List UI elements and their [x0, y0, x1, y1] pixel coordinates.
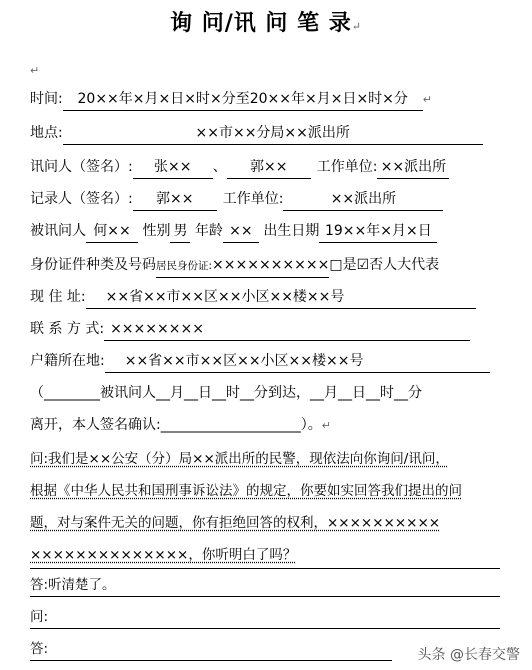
- arrival-line: [30, 382, 422, 404]
- contact-value: ××××××××: [104, 318, 470, 341]
- watermark: 头条 @长春交警: [417, 647, 520, 663]
- address-label: 现 住 址:: [30, 289, 86, 305]
- page-title: [0, 6, 532, 37]
- interrogator-unit-value: ××派出所: [377, 156, 449, 179]
- recorder-line: [30, 188, 443, 210]
- answer-line-1: 答:听清楚了。: [30, 577, 116, 593]
- interrogator-unit-label: 工作单位:: [316, 159, 378, 175]
- question-line-2: 问:: [30, 609, 49, 625]
- time-line: 时间: 20××年×月×日×时×分至20××年×月×日×时×分 ↵: [30, 88, 432, 110]
- interrogator-label: 讯问人（签名）:: [30, 159, 133, 175]
- qa-line-1: 问:我们是××公安（分）局××派出所的民警，现依法向你询问/讯问，: [30, 451, 449, 467]
- recorder-name: 郭××: [133, 188, 217, 211]
- divider: [30, 660, 392, 661]
- gender-value: 男: [170, 220, 190, 243]
- recorder-unit-label: 工作单位:: [222, 191, 284, 207]
- paragraph-mark: ↵: [351, 20, 362, 33]
- contact-line: [30, 318, 470, 340]
- leave-text: 离开，本人签名确认:____________________）。: [30, 417, 322, 433]
- id-line: [30, 254, 439, 276]
- place-value: ××市××分局××派出所: [63, 122, 483, 145]
- id-value-field: [156, 254, 329, 278]
- interrogator-name1: 张××: [133, 156, 213, 179]
- leave-line: 离开，本人签名确认:____________________）。↵: [30, 417, 331, 433]
- recorder-label: 记录人（签名）:: [30, 191, 133, 207]
- paragraph-mark-row: ↵: [30, 64, 40, 77]
- age-label: 年龄: [194, 223, 223, 239]
- interrogator-line: 讯问人（签名）: 张×× 、 郭×× 工作单位: ××派出所: [30, 156, 449, 178]
- time-value: 20××年×月×日×时×分至20××年×月×日×时×分: [63, 88, 423, 111]
- arrival-text: （________被讯问人__月__日__时__分到达，__月__日__时__分: [30, 385, 422, 401]
- qa-line-2: 根据《中华人民共和国刑事诉讼法》的规定，你要如实回答我们提出的问: [30, 483, 462, 499]
- id-type: 居民身份证:: [156, 260, 213, 272]
- place-label: 地点:: [30, 125, 63, 141]
- interrogator-name2: 郭××: [227, 156, 311, 179]
- divider: [30, 568, 500, 569]
- contact-label: 联 系 方 式:: [30, 321, 105, 337]
- subject-line: [30, 220, 437, 242]
- address-value: ××省××市××区××小区××楼××号: [86, 286, 476, 309]
- household-value: ××省××市××区××小区××楼××号: [105, 350, 490, 373]
- recorder-unit-value: ××派出所: [283, 188, 443, 211]
- divider: [30, 596, 500, 597]
- gender-label: 性别: [142, 223, 171, 239]
- npc-checkbox-text: □是☑否人大代表: [329, 257, 440, 273]
- dob-value: 19××年×月×日: [319, 220, 437, 243]
- id-number: ××××××××××: [212, 257, 330, 273]
- address-line: [30, 286, 476, 308]
- household-line: [30, 350, 490, 372]
- household-label: 户籍所在地:: [30, 353, 105, 369]
- qa-line-3: 题，对与案件无关的问题，你有拒绝回答的权利，××××××××××: [30, 515, 441, 531]
- dob-label: 出生日期: [263, 223, 320, 239]
- time-label: 时间:: [30, 91, 63, 107]
- answer-line-2: 答:: [30, 641, 49, 657]
- id-label: 身份证件种类及号码: [30, 257, 156, 273]
- title-text: 询 问/讯 问 笔 录: [170, 10, 352, 36]
- qa-line-4: ××××××××××××××，你听明白了吗？: [30, 547, 297, 563]
- age-value: ××: [223, 220, 259, 243]
- place-line: [30, 122, 483, 144]
- subject-label: 被讯问人: [30, 223, 86, 239]
- divider: [30, 628, 500, 629]
- subject-name: 何××: [86, 220, 138, 243]
